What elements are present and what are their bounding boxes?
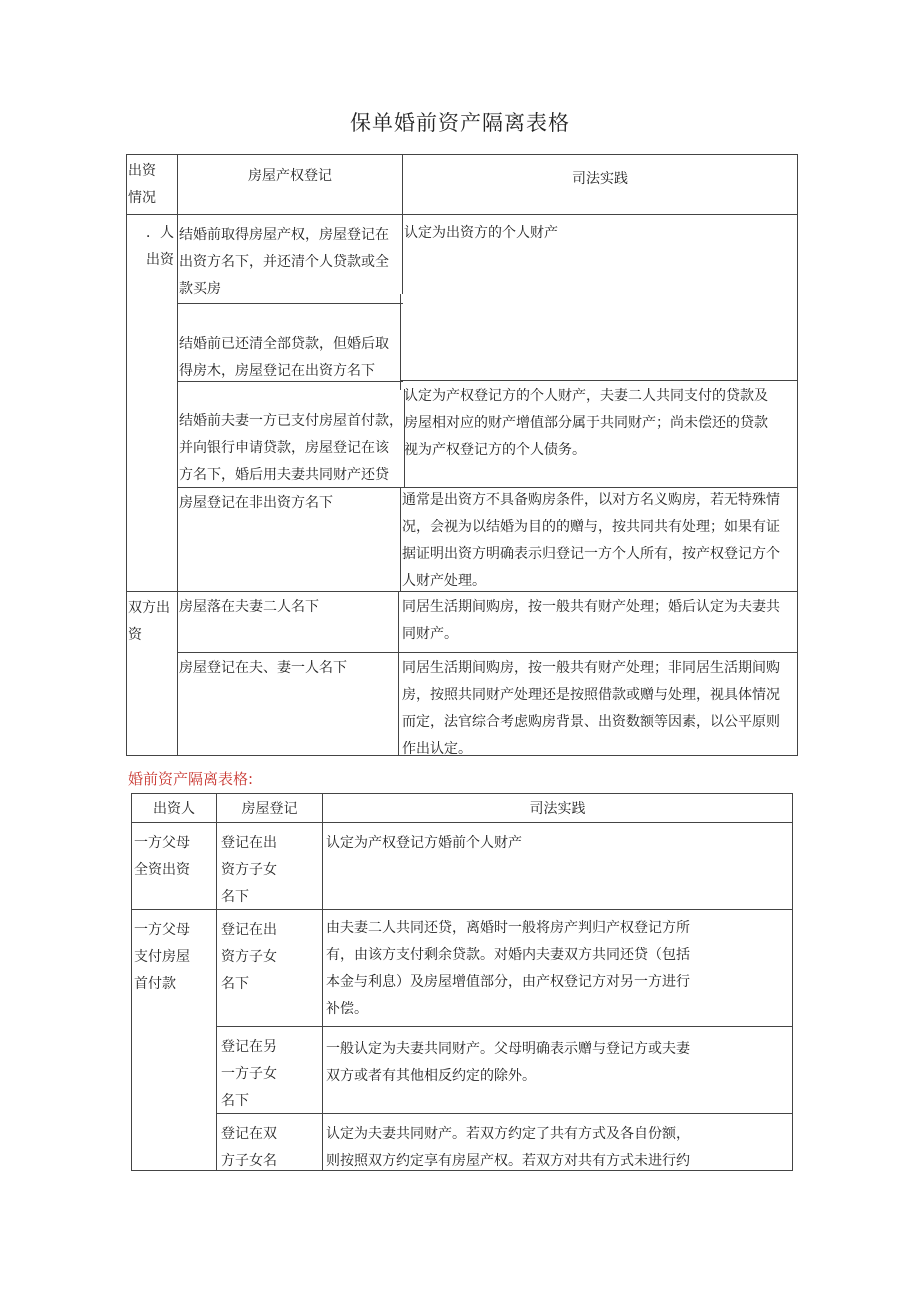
group-joint-funding: 双方出 资: [128, 600, 170, 643]
section-title: 婚前资产隔离表格:: [128, 770, 254, 788]
group-single-funding: ．人 出资: [146, 225, 174, 268]
table1-row-5-registration: 房屋落在夫妻二人名下: [179, 599, 319, 615]
page-title: 保单婚前资产隔离表格: [350, 111, 570, 135]
table2-header-registration: 房屋登记: [241, 801, 298, 817]
table1-row-4-registration: 房屋登记在非出资方名下: [179, 495, 333, 511]
table1-row-6-registration: 房屋登记在夫、妻一人名下: [179, 660, 347, 676]
table1-row-1-registration: 结婚前取得房屋产权，房屋登记在 出资方名下，并还清个人贷款或全 款买房: [179, 227, 389, 297]
table2-row-2-registration: 登记在出 资方子女 名下: [221, 922, 277, 992]
table1-header-funding: 出资 情况: [128, 163, 156, 206]
table2-row-3-practice: 一般认定为夫妻共同财产。父母明确表示赠与登记方或夫妻 双方或者有其他相反约定的除外。: [326, 1041, 690, 1084]
table1-row-6-practice: 同居生活期间购房，按一般共有财产处理；非同居生活期间购 房，按照共同财产处理还是按照借款或赠与处理，视具体情况 而定，法官综合考虑购房背景、出资数额等因素，以公平原则 作出认定。: [402, 660, 780, 757]
table2-row-1-registration: 登记在出 资方子女 名下: [221, 835, 277, 905]
table1-header-practice: 司法实践: [572, 171, 628, 187]
table2-header-practice: 司法实践: [529, 801, 586, 817]
table1-row-5-practice: 同居生活期间购房，按一般共有财产处理；婚后认定为夫妻共 同财产。: [402, 599, 780, 642]
table2-header-investor: 出资人: [153, 801, 195, 817]
table1-row-4-practice: 通常是出资方不具备购房条件，以对方名义购房，若无特殊情 况，会视为以结婚为目的的赠与，按共同共有处理；如果有证 据证明出资方明确表示归登记一方个人所有，按产权登记方个 人财产处理。: [402, 492, 780, 589]
table1-row-2-registration: 结婚前已还清全部贷款，但婚后取 得房木，房屋登记在出资方名下: [179, 336, 389, 379]
table2-row-2-investor: 一方父母 支付房屋 首付款: [134, 922, 190, 992]
table1-row-1-practice: 认定为出资方的个人财产: [404, 225, 558, 241]
table2-row-4-practice: 认定为夫妻共同财产。若双方约定了共有方式及各自份额， 则按照双方约定享有房屋产权。若双方对共有方式未进行约: [326, 1126, 690, 1169]
table2-row-3-registration: 登记在另 一方子女 名下: [221, 1039, 277, 1109]
table2-row-1-practice: 认定为产权登记方婚前个人财产: [326, 835, 522, 851]
table2-row-2-practice: 由夫妻二人共同还贷，离婚时一般将房产判归产权登记方所 有，由该方支付剩余贷款。对婚内夫妻双方共同还贷（包括 本金与利息）及房屋增值部分，由产权登记方对另一方进行 补偿。: [326, 920, 690, 1017]
table2-row-4-registration: 登记在双 方子女名: [221, 1126, 277, 1169]
table1-row-3-practice: 认定为产权登记方的个人财产，夫妻二人共同支付的贷款及 房屋相对应的财产增值部分属于共同财产；尚未偿还的贷款 视为产权登记方的个人债务。: [404, 388, 768, 458]
table1-header-registration: 房屋产权登记: [248, 168, 332, 184]
table1-row-3-registration: 结婚前夫妻一方已支付房屋首付款， 并向银行申请贷款，房屋登记在该 方名下，婚后用夫妻共同财产还贷: [179, 413, 403, 483]
table2-row-1-investor: 一方父母 全资出资: [134, 835, 190, 878]
